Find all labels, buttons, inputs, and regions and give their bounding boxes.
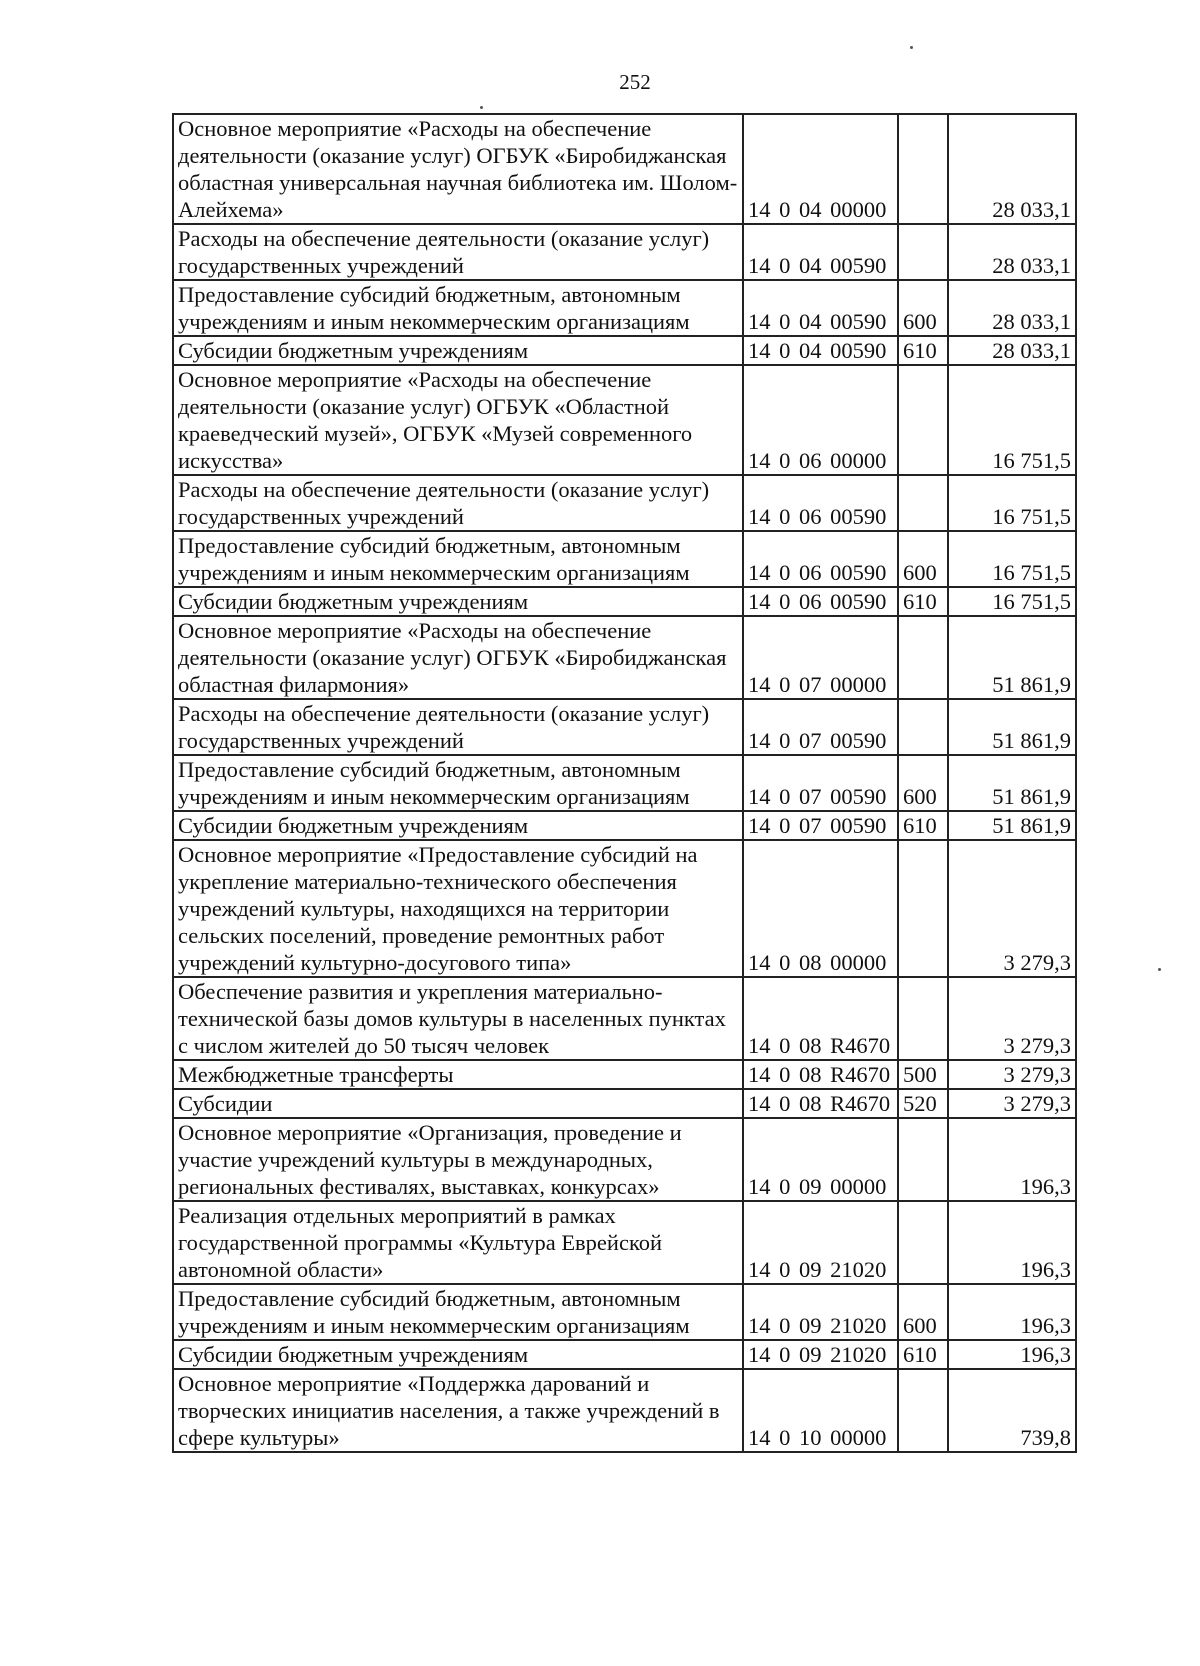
row-name-cell: Межбюджетные трансферты: [173, 1060, 743, 1089]
table-row: [173, 587, 1076, 616]
table-row: [173, 755, 1076, 811]
row-type-cell: [898, 475, 948, 531]
row-type-cell: 610: [898, 1340, 948, 1369]
table-row: [173, 840, 1076, 977]
row-amount-cell: 28 033,1: [948, 280, 1076, 336]
row-code-cell: 14 0 04 00590: [743, 336, 898, 365]
row-code-cell: 14 0 08 R4670: [743, 1060, 898, 1089]
row-amount-cell: 28 033,1: [948, 114, 1076, 224]
table-row: [173, 280, 1076, 336]
row-amount-cell: 51 861,9: [948, 699, 1076, 755]
budget-table-body: [173, 114, 1076, 1452]
row-name-cell: Расходы на обеспечение деятельности (оказание услуг) государственных учреждений: [173, 699, 743, 755]
scan-speck: [910, 46, 913, 49]
table-row: [173, 1340, 1076, 1369]
row-amount-cell: 16 751,5: [948, 587, 1076, 616]
row-name-cell: Расходы на обеспечение деятельности (оказание услуг) государственных учреждений: [173, 224, 743, 280]
row-name-cell: Предоставление субсидий бюджетным, автономным учреждениям и иным некоммерческим организациям: [173, 531, 743, 587]
row-name-cell: Субсидии бюджетным учреждениям: [173, 811, 743, 840]
row-code-cell: 14 0 10 00000: [743, 1369, 898, 1452]
row-type-cell: 600: [898, 280, 948, 336]
row-type-cell: 600: [898, 531, 948, 587]
row-type-cell: 600: [898, 1284, 948, 1340]
row-amount-cell: 3 279,3: [948, 840, 1076, 977]
row-name-cell: Субсидии бюджетным учреждениям: [173, 587, 743, 616]
row-code-cell: 14 0 08 00000: [743, 840, 898, 977]
table-row: [173, 1284, 1076, 1340]
table-row: [173, 336, 1076, 365]
row-type-cell: [898, 977, 948, 1060]
row-type-cell: 520: [898, 1089, 948, 1118]
row-code-cell: 14 0 06 00590: [743, 531, 898, 587]
row-code-cell: 14 0 08 R4670: [743, 977, 898, 1060]
row-name-cell: Основное мероприятие «Поддержка дарований и творческих инициатив населения, а также учреждений в сфере культуры»: [173, 1369, 743, 1452]
table-row: [173, 699, 1076, 755]
row-name-cell: Субсидии бюджетным учреждениям: [173, 1340, 743, 1369]
row-name-cell: Предоставление субсидий бюджетным, автономным учреждениям и иным некоммерческим организациям: [173, 755, 743, 811]
table-row: [173, 1060, 1076, 1089]
row-amount-cell: 16 751,5: [948, 475, 1076, 531]
row-code-cell: 14 0 07 00590: [743, 755, 898, 811]
row-type-cell: 610: [898, 587, 948, 616]
row-code-cell: 14 0 09 21020: [743, 1340, 898, 1369]
row-amount-cell: 3 279,3: [948, 1089, 1076, 1118]
row-amount-cell: 28 033,1: [948, 336, 1076, 365]
row-amount-cell: 196,3: [948, 1284, 1076, 1340]
table-row: [173, 531, 1076, 587]
row-type-cell: [898, 1201, 948, 1284]
row-type-cell: [898, 1369, 948, 1452]
row-amount-cell: 3 279,3: [948, 1060, 1076, 1089]
row-code-cell: 14 0 07 00000: [743, 616, 898, 699]
row-code-cell: 14 0 04 00590: [743, 280, 898, 336]
row-type-cell: 610: [898, 336, 948, 365]
table-row: [173, 365, 1076, 475]
row-type-cell: 610: [898, 811, 948, 840]
row-name-cell: Основное мероприятие «Расходы на обеспечение деятельности (оказание услуг) ОГБУК «Биробиджанская областная универсальная научная библиотека им. Шолом-Алейхема»: [173, 114, 743, 224]
table-row: [173, 475, 1076, 531]
table-row: [173, 811, 1076, 840]
row-amount-cell: 16 751,5: [948, 531, 1076, 587]
table-row: [173, 114, 1076, 224]
row-amount-cell: 51 861,9: [948, 811, 1076, 840]
table-row: [173, 1118, 1076, 1201]
row-name-cell: Основное мероприятие «Расходы на обеспечение деятельности (оказание услуг) ОГБУК «Биробиджанская областная филармония»: [173, 616, 743, 699]
row-amount-cell: 196,3: [948, 1340, 1076, 1369]
row-code-cell: 14 0 07 00590: [743, 811, 898, 840]
row-amount-cell: 3 279,3: [948, 977, 1076, 1060]
row-name-cell: Основное мероприятие «Расходы на обеспечение деятельности (оказание услуг) ОГБУК «Областной краеведческий музей», ОГБУК «Музей современного искусства»: [173, 365, 743, 475]
row-type-cell: [898, 224, 948, 280]
row-amount-cell: 196,3: [948, 1201, 1076, 1284]
row-code-cell: 14 0 07 00590: [743, 699, 898, 755]
budget-table: [172, 113, 1077, 1453]
scan-speck: [1158, 968, 1161, 971]
row-type-cell: [898, 616, 948, 699]
page-number: 252: [619, 70, 651, 94]
row-name-cell: Основное мероприятие «Предоставление субсидий на укрепление материально-технического обеспечения учреждений культуры, находящихся на территории сельских поселений, проведение ремонтных работ учреждений культурно-досугового типа»: [173, 840, 743, 977]
table-row: [173, 1369, 1076, 1452]
row-name-cell: Обеспечение развития и укрепления материально-технической базы домов культуры в населенных пунктах с числом жителей до 50 тысяч человек: [173, 977, 743, 1060]
row-code-cell: 14 0 06 00000: [743, 365, 898, 475]
row-code-cell: 14 0 04 00000: [743, 114, 898, 224]
row-name-cell: Предоставление субсидий бюджетным, автономным учреждениям и иным некоммерческим организациям: [173, 1284, 743, 1340]
row-name-cell: Субсидии бюджетным учреждениям: [173, 336, 743, 365]
row-amount-cell: 739,8: [948, 1369, 1076, 1452]
row-type-cell: [898, 114, 948, 224]
row-amount-cell: 16 751,5: [948, 365, 1076, 475]
row-code-cell: 14 0 04 00590: [743, 224, 898, 280]
table-row: [173, 224, 1076, 280]
row-type-cell: [898, 365, 948, 475]
row-name-cell: Расходы на обеспечение деятельности (оказание услуг) государственных учреждений: [173, 475, 743, 531]
row-type-cell: [898, 840, 948, 977]
row-code-cell: 14 0 08 R4670: [743, 1089, 898, 1118]
row-amount-cell: 28 033,1: [948, 224, 1076, 280]
row-amount-cell: 51 861,9: [948, 616, 1076, 699]
table-row: [173, 616, 1076, 699]
scan-speck: [480, 106, 483, 109]
row-amount-cell: 196,3: [948, 1118, 1076, 1201]
row-code-cell: 14 0 06 00590: [743, 587, 898, 616]
row-code-cell: 14 0 09 21020: [743, 1201, 898, 1284]
table-row: [173, 1201, 1076, 1284]
row-name-cell: Предоставление субсидий бюджетным, автономным учреждениям и иным некоммерческим организациям: [173, 280, 743, 336]
row-code-cell: 14 0 09 21020: [743, 1284, 898, 1340]
row-name-cell: Основное мероприятие «Организация, проведение и участие учреждений культуры в международных, региональных фестивалях, выставках, конкурсах»: [173, 1118, 743, 1201]
table-row: [173, 977, 1076, 1060]
row-name-cell: Субсидии: [173, 1089, 743, 1118]
row-type-cell: [898, 1118, 948, 1201]
row-type-cell: 500: [898, 1060, 948, 1089]
row-code-cell: 14 0 09 00000: [743, 1118, 898, 1201]
row-type-cell: [898, 699, 948, 755]
row-type-cell: 600: [898, 755, 948, 811]
table-row: [173, 1089, 1076, 1118]
row-amount-cell: 51 861,9: [948, 755, 1076, 811]
row-name-cell: Реализация отдельных мероприятий в рамках государственной программы «Культура Еврейской автономной области»: [173, 1201, 743, 1284]
row-code-cell: 14 0 06 00590: [743, 475, 898, 531]
